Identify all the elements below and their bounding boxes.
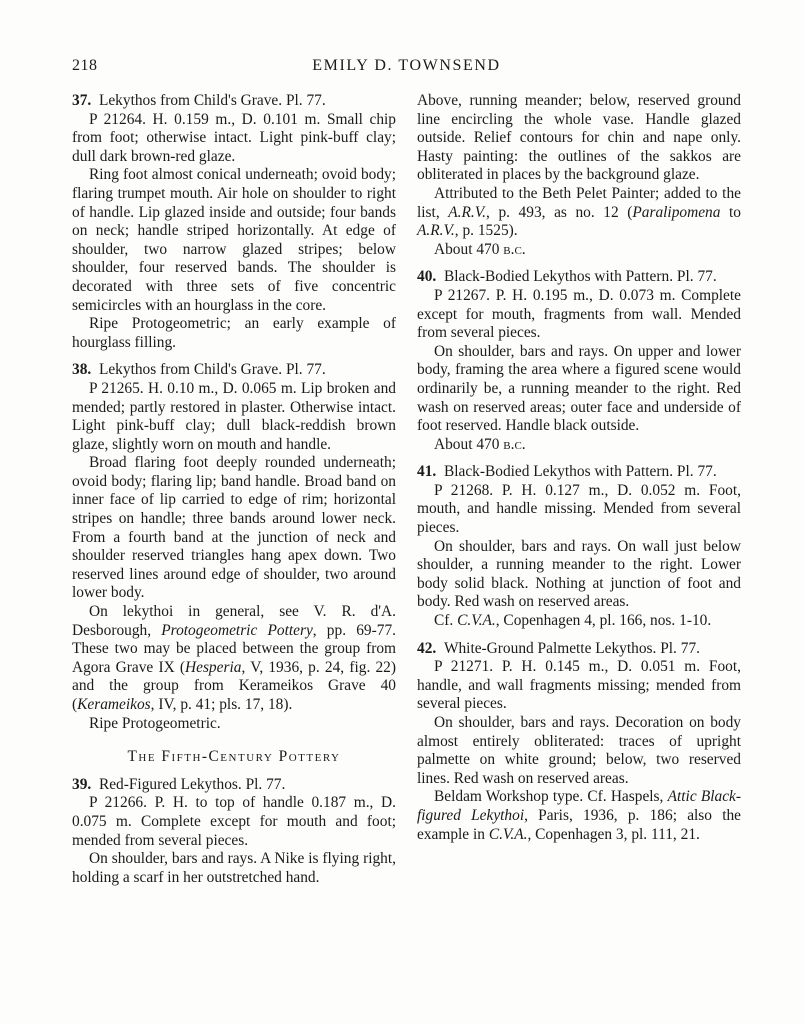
text-run: , Copenhagen 3, pl. 111, 21.	[527, 825, 700, 843]
entry-number: 40.	[417, 268, 437, 286]
paragraph	[417, 658, 741, 714]
text-run: Broad flaring foot deeply rounded underneath; ovoid body; flaring lip; band handle. Broad band on inner face of lip carried to edge of rim; horizontal stripes on handle; three bands around lower neck. From a fourth band at the junction of neck and shoulder reserved triangles hang apex down. Two reserved lines around edge of shoulder, two around lower body.	[72, 454, 396, 602]
text-run: Cf.	[434, 612, 458, 630]
text-run: to	[720, 203, 741, 221]
text-run: On shoulder, bars and rays. Decoration on body almost entirely obliterated: traces of upright palmette on white ground; below, two reserved lines. Red wash on reserved areas.	[417, 714, 741, 787]
paragraph	[417, 538, 741, 612]
paragraph	[417, 482, 741, 538]
paragraph	[417, 714, 741, 788]
paragraph	[417, 612, 741, 631]
paragraph	[72, 166, 396, 315]
italic-citation: A.R.V.	[417, 222, 455, 240]
text-run: , p. 493, as no. 12 (	[486, 203, 633, 221]
page-header	[72, 57, 741, 77]
italic-citation: Protogeometric Pottery	[161, 621, 313, 639]
paragraph	[417, 287, 741, 343]
text-run: Ring foot almost conical underneath; ovoid body; flaring trumpet mouth. Air hole on shoulder to right of handle. Lip glazed inside and outside; four bands on neck; handle striped horizontally. At edge of shoulder, two narrow glazed stripes; below shoulder, four reserved bands. The shoulder is decorated with three sets of five concentric semicircles with an hourglass in the core.	[72, 166, 396, 314]
italic-citation: Kerameikos	[77, 696, 151, 713]
text-run: On lekythoi in general, see V. R. d'A. Desborough,	[72, 603, 396, 639]
paragraph	[72, 603, 396, 715]
text-run: P 21271. P. H. 0.145 m., D. 0.051 m. Foot, handle, and wall fragments missing; mended from several pieces.	[417, 658, 741, 713]
paragraph	[72, 715, 396, 734]
entry-heading-39	[72, 776, 396, 795]
paragraph	[417, 788, 741, 844]
text-run: P 21266. P. H. to top of handle 0.187 m., D. 0.075 m. Complete except for mouth and foot; mended from several pieces.	[72, 794, 396, 849]
text-run: , p. 1525).	[454, 222, 518, 240]
two-column-text-body	[72, 92, 741, 887]
paragraph	[417, 185, 741, 241]
entry-number: 41.	[417, 463, 437, 481]
text-run: On shoulder, bars and rays. On upper and lower body, framing the area where a figured scene would ordinarily be, a running meander to the right. Red wash on reserved areas; outer face and underside of foot reserved. Handle black outside.	[417, 342, 741, 435]
entry-title: White-Ground Palmette Lekythos. Pl. 77.	[443, 639, 700, 657]
paragraph	[417, 343, 741, 436]
paragraph	[417, 92, 741, 185]
text-run: On shoulder, bars and rays. On wall just below shoulder, a running meander to the right. Lower body solid black. Nothing at junction of foot and body. Red wash on reserved areas.	[417, 537, 741, 611]
text-run: , Copenhagen 4, pl. 166, nos. 1-10.	[495, 612, 712, 630]
paragraph	[72, 850, 396, 887]
right-column	[417, 92, 741, 887]
text-run: On shoulder, bars and rays. A Nike is flying right, holding a scarf in her outstretched hand.	[72, 850, 396, 886]
text-run: Ripe Protogeometric.	[89, 714, 221, 732]
paragraph	[72, 454, 396, 603]
entry-title: Black-Bodied Lekythos with Pattern. Pl. 77.	[443, 463, 717, 481]
entry-heading-42	[417, 640, 741, 659]
running-head-title: EMILY D. TOWNSEND	[312, 57, 501, 74]
text-run: Beldam Workshop type. Cf. Haspels,	[434, 788, 668, 806]
text-run: , V, 1936, p. 24, fig. 22) and the group from Kerameikos Grave 40 (	[72, 658, 396, 713]
text-run: About 470	[434, 240, 504, 258]
entry-number: 42.	[417, 639, 437, 657]
text-run: About 470	[434, 435, 504, 453]
paragraph	[72, 794, 396, 850]
entry-heading-38	[72, 361, 396, 380]
text-run: P 21267. P. H. 0.195 m., D. 0.073 m. Complete except for mouth, fragments from wall. Mended from several pieces.	[417, 286, 741, 342]
text-run: , pp. 69-77. These two may be placed between the group from Agora Grave IX (	[72, 621, 396, 676]
italic-citation: Hesperia	[185, 658, 242, 676]
entry-title: Lekythos from Child's Grave. Pl. 77.	[98, 92, 326, 109]
entry-title: Lekythos from Child's Grave. Pl. 77.	[98, 361, 326, 379]
paragraph	[417, 436, 741, 455]
paragraph	[72, 315, 396, 352]
text-run: , IV, p. 41; pls. 17, 18).	[150, 696, 293, 713]
entry-number: 37.	[72, 92, 92, 109]
entry-number: 38.	[72, 361, 92, 379]
entry-heading-37	[72, 92, 396, 111]
paragraph	[417, 241, 741, 260]
smallcaps-text: b.c.	[503, 435, 526, 453]
text-run: Ripe Protogeometric; an early example of hourglass filling.	[72, 315, 396, 351]
italic-citation: Paralipomena	[632, 203, 721, 221]
italic-citation: C.V.A.	[488, 825, 528, 843]
text-run: Above, running meander; below, reserved ground line encircling the whole vase. Handle glazed outside. Relief contours for chin and nape only. Hasty painting: the outlines of the sakkos are obliterated in places by the background glaze.	[417, 92, 741, 184]
entry-number: 39.	[72, 775, 92, 793]
text-run: P 21268. P. H. 0.127 m., D. 0.052 m. Foot, mouth, and handle missing. Mended from several pieces.	[417, 481, 741, 537]
entry-title: Black-Bodied Lekythos with Pattern. Pl. 77.	[443, 268, 717, 286]
smallcaps-text: b.c.	[503, 240, 526, 258]
text-run: Attributed to the Beth Pelet Painter; added to the list,	[417, 184, 741, 221]
entry-heading-40	[417, 268, 741, 287]
italic-citation: C.V.A.	[457, 612, 496, 630]
text-run: P 21264. H. 0.159 m., D. 0.101 m. Small chip from foot; otherwise intact. Light pink-buff clay; dull dark brown-red glaze.	[72, 110, 396, 165]
paragraph	[72, 380, 396, 454]
paragraph	[72, 111, 396, 167]
left-column	[72, 92, 396, 887]
page-number: 218	[72, 57, 98, 74]
section-heading: The Fifth-Century Pottery	[127, 748, 341, 766]
entry-title: Red-Figured Lekythos. Pl. 77.	[98, 775, 286, 793]
italic-citation: Attic Black-figured Lekythoi	[417, 788, 742, 824]
text-run: , Paris, 1936, p. 186; also the example in	[417, 806, 741, 843]
text-run: P 21265. H. 0.10 m., D. 0.065 m. Lip broken and mended; partly restored in plaster. Otherwise intact. Light pink-buff clay; dull black-reddish brown glaze, slightly worn on mouth and handle.	[72, 379, 396, 453]
entry-heading-41	[417, 463, 741, 482]
italic-citation: A.R.V.	[448, 203, 487, 221]
